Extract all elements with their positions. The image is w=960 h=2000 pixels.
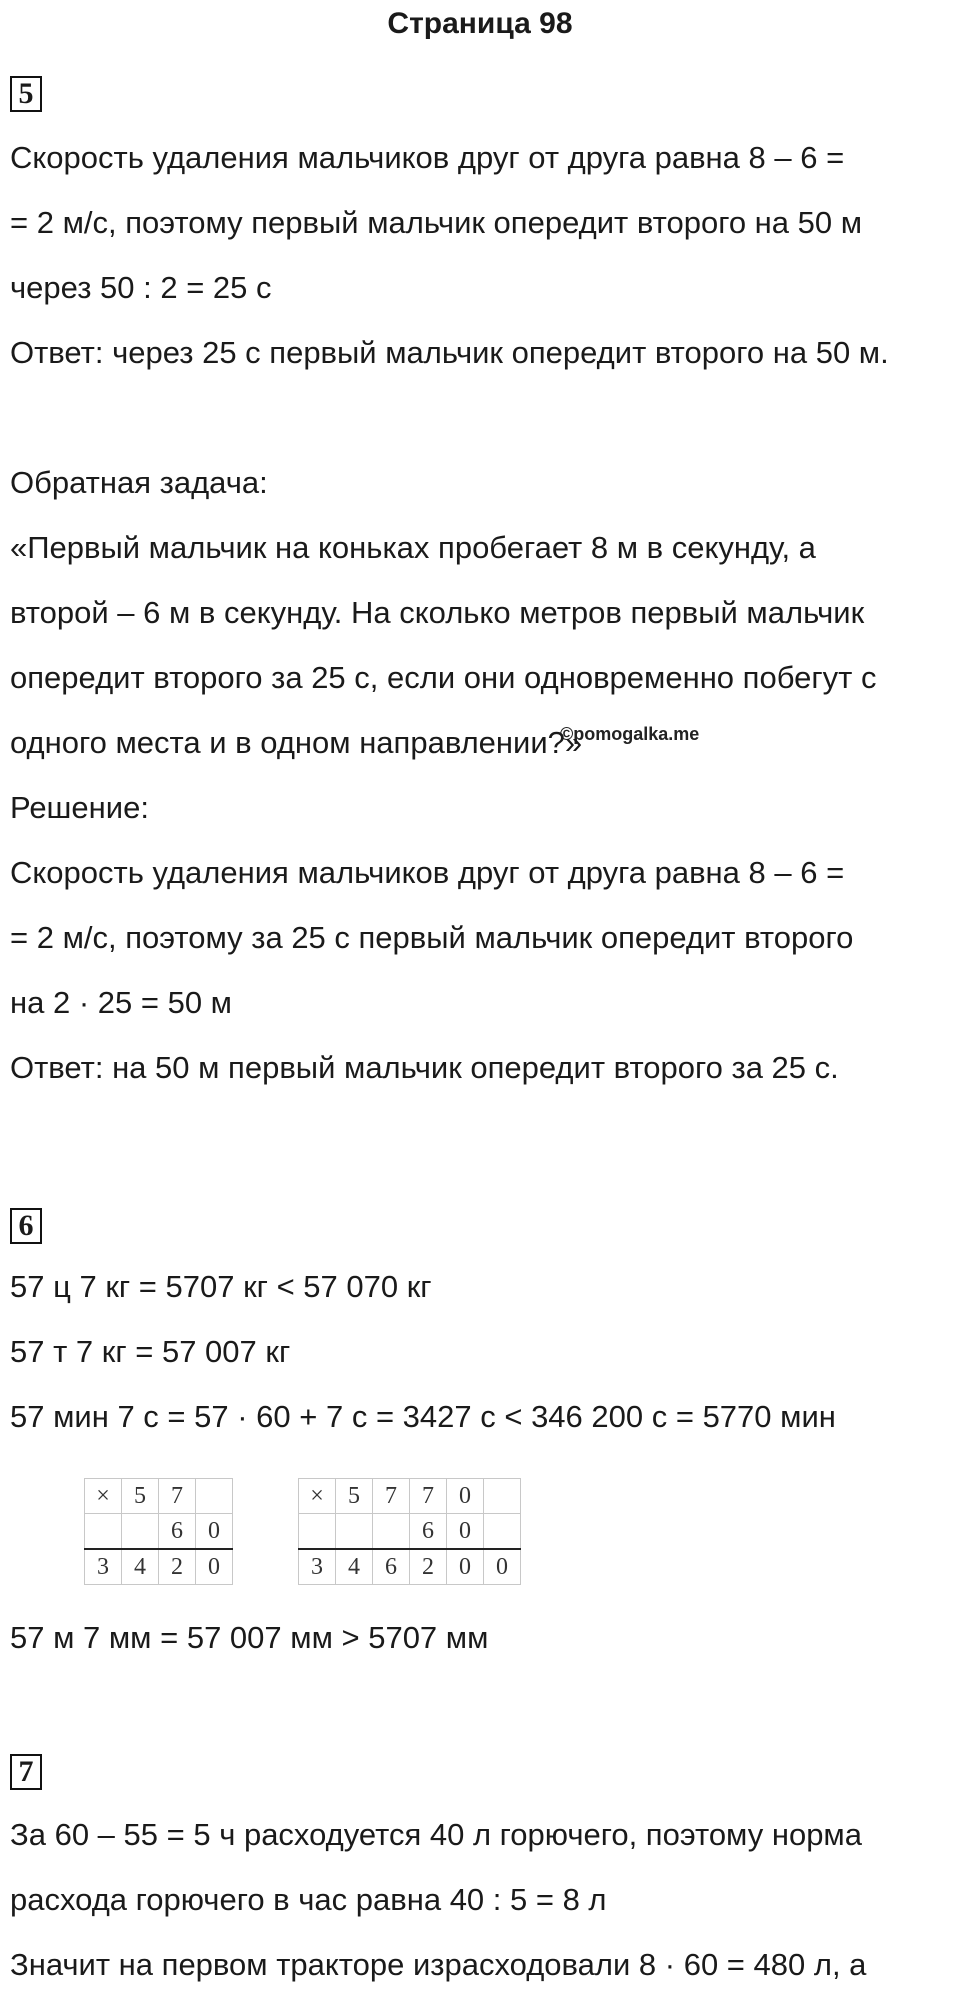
text-line: Значит на первом тракторе израсходовали 8 · 60 = 480 л, а <box>10 1947 867 1982</box>
text-line: 57 мин 7 с = 57 · 60 + 7 с = 3427 с < 346 200 с = 5770 мин <box>10 1399 836 1434</box>
digit-cell <box>196 1479 233 1514</box>
multiplier-row <box>85 1514 233 1550</box>
digit-cell: 0 <box>484 1549 521 1585</box>
result-row <box>85 1549 233 1585</box>
text-line: За 60 – 55 = 5 ч расходуется 40 л горючего, поэтому норма <box>10 1817 862 1852</box>
digit-cell: 2 <box>159 1549 196 1585</box>
text-line: «Первый мальчик на коньках пробегает 8 м в секунду, а <box>10 530 816 565</box>
digit-cell: 6 <box>159 1514 196 1550</box>
multiplicand-row <box>299 1479 521 1514</box>
text-line: одного места и в одном направлении?» <box>10 725 583 760</box>
multiplication-57x60 <box>84 1478 233 1585</box>
digit-cell <box>484 1514 521 1550</box>
text-line: 57 ц 7 кг = 5707 кг < 57 070 кг <box>10 1269 432 1304</box>
digit-cell: 5 <box>336 1479 373 1514</box>
text-line: Обратная задача: <box>10 465 268 500</box>
digit-cell <box>85 1514 122 1550</box>
digit-cell: × <box>85 1479 122 1514</box>
result-row <box>299 1549 521 1585</box>
text-line: Ответ: на 50 м первый мальчик опередит второго за 25 с. <box>10 1050 839 1085</box>
text-line: второй – 6 м в секунду. На сколько метров первый мальчик <box>10 595 865 630</box>
digit-cell: 0 <box>196 1549 233 1585</box>
digit-cell <box>299 1514 336 1550</box>
digit-cell: 7 <box>159 1479 196 1514</box>
text-line: Скорость удаления мальчиков друг от друга равна 8 – 6 = <box>10 855 845 890</box>
digit-cell: 0 <box>447 1514 484 1550</box>
digit-cell <box>122 1514 159 1550</box>
text-line: расхода горючего в час равна 40 : 5 = 8 л <box>10 1882 607 1917</box>
digit-cell: 6 <box>373 1549 410 1585</box>
digit-cell: 4 <box>336 1549 373 1585</box>
task-number-5: 5 <box>10 76 42 112</box>
text-line: = 2 м/с, поэтому первый мальчик опередит второго на 50 м <box>10 205 863 240</box>
digit-cell: 7 <box>373 1479 410 1514</box>
task-number-6: 6 <box>10 1208 42 1244</box>
page-title: Страница 98 <box>387 7 573 40</box>
text-line: Решение: <box>10 790 149 825</box>
watermark: ©pomogalka.me <box>560 724 700 744</box>
text-line: опередит второго за 25 с, если они одновременно побегут с <box>10 660 877 695</box>
digit-cell <box>373 1514 410 1550</box>
digit-cell: 3 <box>85 1549 122 1585</box>
digit-cell: 2 <box>410 1549 447 1585</box>
text-line: Ответ: через 25 с первый мальчик опередит второго на 50 м. <box>10 335 889 370</box>
digit-cell: 7 <box>410 1479 447 1514</box>
text-line: через 50 : 2 = 25 с <box>10 270 272 305</box>
digit-cell: × <box>299 1479 336 1514</box>
digit-cell: 0 <box>447 1479 484 1514</box>
digit-cell: 4 <box>122 1549 159 1585</box>
digit-cell: 6 <box>410 1514 447 1550</box>
digit-cell: 0 <box>447 1549 484 1585</box>
digit-cell: 3 <box>299 1549 336 1585</box>
text-line: Скорость удаления мальчиков друг от друга равна 8 – 6 = <box>10 140 845 175</box>
digit-cell: 5 <box>122 1479 159 1514</box>
digit-cell: 0 <box>196 1514 233 1550</box>
digit-cell <box>336 1514 373 1550</box>
text-line: на 2 · 25 = 50 м <box>10 985 232 1020</box>
text-line: 57 т 7 кг = 57 007 кг <box>10 1334 291 1369</box>
text-line: = 2 м/с, поэтому за 25 с первый мальчик опередит второго <box>10 920 854 955</box>
multiplier-row <box>299 1514 521 1550</box>
multiplication-5770x60 <box>298 1478 521 1585</box>
multiplicand-row <box>85 1479 233 1514</box>
digit-cell <box>484 1479 521 1514</box>
text-line: 57 м 7 мм = 57 007 мм > 5707 мм <box>10 1620 489 1655</box>
task-number-7: 7 <box>10 1754 42 1790</box>
